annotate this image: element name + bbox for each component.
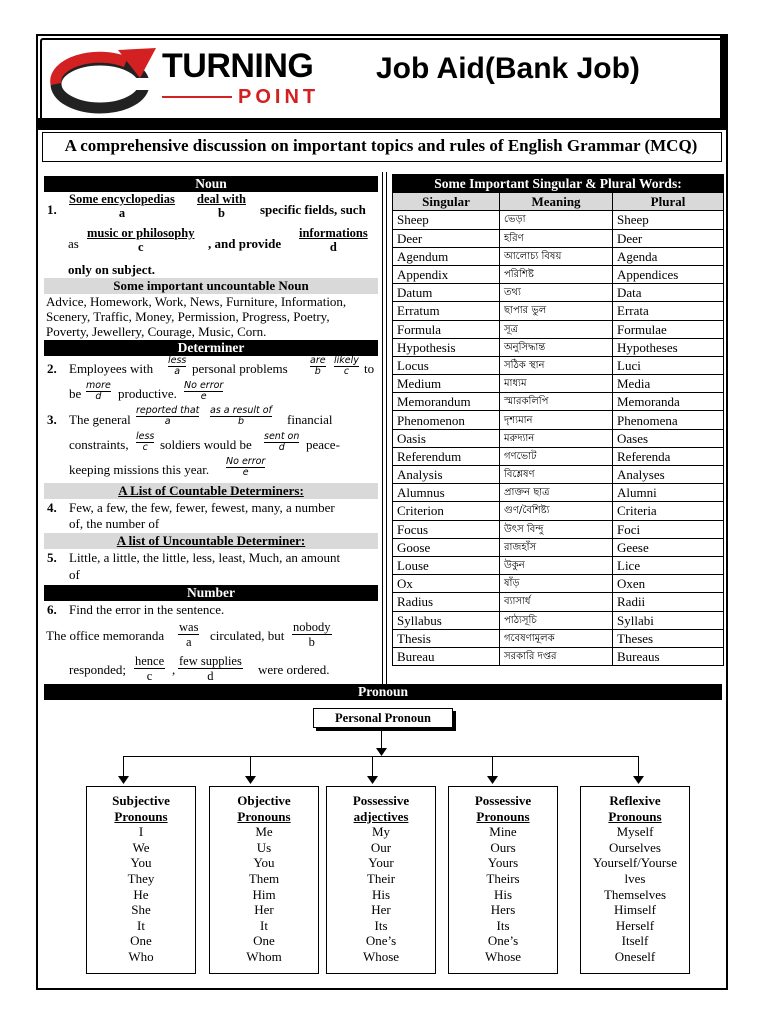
singular-cell: Memorandum — [393, 393, 500, 411]
singular-cell: Hypothesis — [393, 338, 500, 356]
q6-option-a: was a — [179, 620, 199, 649]
arrow-down-icon — [245, 776, 256, 784]
noun-heading: Noun — [44, 176, 378, 192]
plural-cell: Deer — [613, 229, 724, 247]
q6-option-d: few supplies d — [179, 654, 242, 683]
table-row — [393, 229, 724, 247]
table-row — [393, 375, 724, 393]
brand-turning: TURNING — [162, 47, 314, 85]
brand-line — [162, 96, 232, 98]
table-row — [393, 484, 724, 502]
pronoun-item: His — [371, 886, 391, 902]
pronoun-item: Her — [254, 902, 274, 918]
q6-text: responded; — [69, 662, 127, 677]
pronoun-box — [326, 786, 436, 974]
meaning-cell: তথ্য — [500, 284, 613, 302]
pronoun-item: Me — [255, 824, 273, 840]
q2-text: to — [364, 361, 375, 376]
singular-cell: Goose — [393, 538, 500, 556]
tree-connector — [492, 756, 493, 778]
singular-cell: Referendum — [393, 447, 500, 465]
column-header: Meaning — [500, 193, 613, 211]
plural-cell: Geese — [613, 538, 724, 556]
pronoun-box-title: Pronouns — [608, 808, 662, 824]
plural-cell: Errata — [613, 302, 724, 320]
q1-text: specific fields, such — [260, 202, 366, 217]
pronoun-item: Him — [252, 886, 276, 902]
column-divider — [382, 172, 383, 686]
plural-cell: Formulae — [613, 320, 724, 338]
plural-cell: Analyses — [613, 466, 724, 484]
singular-cell: Erratum — [393, 302, 500, 320]
uncountable-noun-heading: Some important uncountable Noun — [44, 278, 378, 294]
pronoun-item: Your — [368, 855, 394, 871]
q3-option-c: less c — [136, 431, 155, 453]
pronoun-item: Whom — [246, 948, 282, 964]
brand-point: POINT — [238, 86, 320, 108]
singular-cell: Ox — [393, 575, 500, 593]
singular-cell: Appendix — [393, 265, 500, 283]
column-divider — [386, 172, 387, 686]
uncountable-determiners-text: Little, a little, the little, less, least, Much, an amount — [69, 550, 341, 565]
singular-cell: Agendum — [393, 247, 500, 265]
meaning-cell: পরিশিষ্ট — [500, 265, 613, 283]
q1-option-d: informations d — [299, 226, 368, 254]
pronoun-item: Their — [366, 870, 396, 886]
q6-text: were ordered. — [258, 662, 330, 677]
q2-option-d: more d — [86, 380, 111, 402]
tree-connector — [372, 756, 373, 778]
q1-option-c: music or philosophy c — [87, 226, 195, 254]
table-row — [393, 393, 724, 411]
pronoun-box-title: Pronouns — [237, 808, 291, 824]
q1-text: , and provide — [208, 236, 282, 251]
singular-cell: Analysis — [393, 466, 500, 484]
q2-text: be — [69, 386, 82, 401]
meaning-cell: পাঠ্যসূচি — [500, 611, 613, 629]
meaning-cell: মাধ্যম — [500, 375, 613, 393]
table-row — [393, 538, 724, 556]
arrow-down-icon — [376, 748, 387, 756]
meaning-cell: ষাঁড় — [500, 575, 613, 593]
meaning-cell: হরিণ — [500, 229, 613, 247]
singular-cell: Radius — [393, 593, 500, 611]
pronoun-box-title: Objective — [237, 793, 291, 808]
singular-cell: Thesis — [393, 629, 500, 647]
table-row — [393, 575, 724, 593]
meaning-cell: সঠিক স্থান — [500, 356, 613, 374]
pronoun-item: Them — [248, 870, 280, 886]
tree-connector — [123, 756, 638, 757]
pronoun-item: Her — [371, 902, 391, 918]
meaning-cell: গবেষণামূলক — [500, 629, 613, 647]
pronoun-item: Oneself — [614, 948, 656, 964]
plural-cell: Foci — [613, 520, 724, 538]
plural-cell: Oases — [613, 429, 724, 447]
q2-option-c: likely c — [334, 355, 359, 377]
page-subtitle: A comprehensive discussion on important topics and rules of English Grammar (MCQ) — [64, 136, 698, 155]
singular-cell: Focus — [393, 520, 500, 538]
q2-option-a: less a — [168, 355, 187, 377]
table-row — [393, 302, 724, 320]
q6-text: , — [172, 662, 176, 677]
pronoun-item: Himself — [614, 902, 656, 918]
singular-cell: Sheep — [393, 211, 500, 229]
determiner-heading: Determiner — [44, 340, 378, 356]
table-row — [393, 284, 724, 302]
pronoun-item: It — [260, 917, 268, 933]
countable-determiners-text: of, the number of — [69, 516, 160, 531]
plural-cell: Lice — [613, 556, 724, 574]
personal-pronoun-root: Personal Pronoun — [313, 708, 453, 728]
meaning-cell: ব্যাসার্ধ — [500, 593, 613, 611]
question-number: 6. — [47, 602, 57, 617]
pronoun-item: He — [133, 886, 149, 902]
singular-cell: Louse — [393, 556, 500, 574]
singular-cell: Datum — [393, 284, 500, 302]
table-row — [393, 466, 724, 484]
table-row — [393, 593, 724, 611]
arrow-down-icon — [367, 776, 378, 784]
plural-cell: Data — [613, 284, 724, 302]
q3-text: soldiers would be — [160, 437, 252, 452]
pronoun-item: Our — [370, 839, 392, 855]
meaning-cell: রাজহাঁস — [500, 538, 613, 556]
table-row — [393, 265, 724, 283]
question-number: 2. — [47, 361, 57, 376]
q2-text: Employees with — [69, 361, 154, 376]
pronoun-box-title: Reflexive — [609, 793, 661, 808]
singular-cell: Bureau — [393, 647, 500, 665]
plural-cell: Syllabi — [613, 611, 724, 629]
table-row — [393, 502, 724, 520]
q6-option-c: hence c — [135, 654, 165, 683]
singular-cell: Oasis — [393, 429, 500, 447]
plural-cell: Radii — [613, 593, 724, 611]
meaning-cell: অনুসিদ্ধান্ত — [500, 338, 613, 356]
singular-cell: Syllabus — [393, 611, 500, 629]
plural-cell: Referenda — [613, 447, 724, 465]
q2-text: personal problems — [192, 361, 288, 376]
pronoun-item: One’s — [487, 933, 519, 949]
table-body — [393, 211, 724, 666]
q6-text: The office memoranda — [46, 628, 165, 643]
singular-cell: Medium — [393, 375, 500, 393]
pronoun-item: Its — [374, 917, 388, 933]
meaning-cell: দৃশ্যমান — [500, 411, 613, 429]
table-row — [393, 647, 724, 665]
q3-text: keeping missions this year. — [69, 462, 210, 477]
turning-point-logo-icon — [48, 44, 163, 116]
plural-cell: Media — [613, 375, 724, 393]
plural-cell: Sheep — [613, 211, 724, 229]
meaning-cell: সরকারি দপ্তর — [500, 647, 613, 665]
pronoun-box-title: Pronouns — [476, 808, 530, 824]
plural-cell: Phenomena — [613, 411, 724, 429]
table-row — [393, 356, 724, 374]
plural-cell: Agenda — [613, 247, 724, 265]
q6-text: circulated, but — [210, 628, 285, 643]
pronoun-item: She — [131, 902, 151, 918]
tree-connector — [638, 756, 639, 778]
pronoun-item: One — [253, 933, 275, 949]
meaning-cell: গণভোট — [500, 447, 613, 465]
pronoun-item: His — [493, 886, 513, 902]
plural-cell: Criteria — [613, 502, 724, 520]
pronoun-box-title: Pronouns — [114, 808, 168, 824]
pronoun-item: Theirs — [486, 870, 520, 886]
q3-text: The general — [69, 412, 131, 427]
pronoun-item: Yourself/Yourse — [592, 855, 678, 871]
uncountable-noun-line: Scenery, Traffic, Money, Permission, Progress, Poetry, — [46, 309, 330, 324]
meaning-cell: মরুদ্যান — [500, 429, 613, 447]
q1-text: as — [68, 236, 79, 251]
table-row — [393, 429, 724, 447]
table-row — [393, 320, 724, 338]
pronoun-item: Who — [128, 948, 154, 964]
table-row — [393, 411, 724, 429]
q2-option-e: No error e — [184, 380, 224, 402]
meaning-cell: প্রাক্তন ছাত্র — [500, 484, 613, 502]
singular-cell: Alumnus — [393, 484, 500, 502]
page-title: Job Aid(Bank Job) — [376, 52, 640, 85]
meaning-cell: উকুন — [500, 556, 613, 574]
pronoun-item: One — [130, 933, 152, 949]
pronoun-item: Myself — [616, 824, 654, 840]
plural-cell: Memoranda — [613, 393, 724, 411]
q3-text: constraints, — [69, 437, 129, 452]
table-row — [393, 247, 724, 265]
question-number: 4. — [47, 500, 57, 515]
singular-plural-table — [392, 174, 724, 666]
meaning-cell: ভেড়া — [500, 211, 613, 229]
arrow-down-icon — [118, 776, 129, 784]
pronoun-item: Themselves — [603, 886, 667, 902]
singular-cell: Locus — [393, 356, 500, 374]
countable-determiners-text: Few, a few, the few, fewer, fewest, many, a number — [69, 500, 335, 515]
pronoun-item: They — [127, 870, 155, 886]
question-number: 5. — [47, 550, 57, 565]
q3-option-d: sent on d — [264, 431, 300, 453]
q3-text: financial — [287, 412, 333, 427]
header-underbar — [36, 118, 726, 130]
q6-option-b: nobody b — [293, 620, 331, 649]
singular-cell: Deer — [393, 229, 500, 247]
q3-option-b: as a result of b — [210, 405, 272, 427]
table-caption: Some Important Singular & Plural Words: — [393, 175, 724, 193]
pronoun-item: I — [138, 824, 144, 840]
column-header: Plural — [613, 193, 724, 211]
q2-text: productive. — [118, 386, 177, 401]
number-heading: Number — [44, 585, 378, 601]
uncountable-noun-line: Poverty, Jewellery, Courage, Music, Corn. — [46, 324, 267, 339]
q6-text: Find the error in the sentence. — [69, 602, 225, 617]
table-row — [393, 556, 724, 574]
uncountable-noun-line: Advice, Homework, Work, News, Furniture, Information, — [46, 294, 347, 309]
pronoun-item: Us — [256, 839, 272, 855]
pronoun-item: Its — [496, 917, 510, 933]
pronoun-box — [86, 786, 196, 974]
question-number: 1. — [47, 202, 57, 217]
pronoun-item: We — [132, 839, 150, 855]
pronoun-item: lves — [624, 870, 646, 886]
plural-cell: Appendices — [613, 265, 724, 283]
pronoun-item: You — [253, 855, 275, 871]
pronoun-item: Hers — [490, 902, 516, 918]
column-header: Singular — [393, 193, 500, 211]
q1-option-a: Some encyclopedias a — [69, 192, 175, 220]
pronoun-box — [448, 786, 558, 974]
pronoun-box — [209, 786, 319, 974]
q3-option-a: reported that a — [136, 405, 200, 427]
plural-cell: Theses — [613, 629, 724, 647]
pronoun-item: Whose — [362, 948, 400, 964]
pronoun-heading: Pronoun — [44, 684, 722, 700]
countable-determiners-heading: A List of Countable Determiners: — [44, 483, 378, 499]
plural-cell: Alumni — [613, 484, 724, 502]
table-row — [393, 447, 724, 465]
uncountable-determiners-text: of — [69, 567, 80, 582]
tree-connector — [250, 756, 251, 778]
table-row — [393, 211, 724, 229]
plural-cell: Bureaus — [613, 647, 724, 665]
singular-cell: Criterion — [393, 502, 500, 520]
q2-option-b: are b — [310, 355, 326, 377]
tree-connector — [123, 756, 124, 778]
pronoun-item: You — [130, 855, 152, 871]
plural-cell: Oxen — [613, 575, 724, 593]
meaning-cell: সূত্র — [500, 320, 613, 338]
table-row — [393, 520, 724, 538]
arrow-down-icon — [487, 776, 498, 784]
pronoun-box-title: Subjective — [112, 793, 170, 808]
pronoun-item: One’s — [365, 933, 397, 949]
meaning-cell: বিশ্লেষণ — [500, 466, 613, 484]
pronoun-item: Ours — [490, 839, 516, 855]
meaning-cell: ছাপার ভুল — [500, 302, 613, 320]
table-row — [393, 611, 724, 629]
pronoun-box-title: Possessive — [352, 793, 410, 808]
pronoun-item: Itself — [621, 933, 649, 949]
q3-text: peace- — [306, 437, 340, 452]
singular-cell: Phenomenon — [393, 411, 500, 429]
plural-cell: Hypotheses — [613, 338, 724, 356]
pronoun-item: My — [371, 824, 391, 840]
pronoun-box-title: adjectives — [353, 808, 409, 824]
uncountable-determiners-heading: A list of Uncountable Determiner: — [44, 533, 378, 549]
pronoun-item: Mine — [489, 824, 517, 840]
pronoun-item: Yours — [487, 855, 519, 871]
meaning-cell: আলোচ্য বিষয় — [500, 247, 613, 265]
q1-text: only on subject. — [68, 262, 156, 277]
pronoun-item: It — [137, 917, 145, 933]
pronoun-item: Ourselves — [609, 839, 661, 855]
question-number: 3. — [47, 412, 57, 427]
singular-cell: Formula — [393, 320, 500, 338]
meaning-cell: স্মারকলিপি — [500, 393, 613, 411]
plural-cell: Luci — [613, 356, 724, 374]
pronoun-box-title: Possessive — [474, 793, 532, 808]
pronoun-box — [580, 786, 690, 974]
pronoun-item: Whose — [484, 948, 522, 964]
pronoun-item: Herself — [615, 917, 655, 933]
meaning-cell: গুণ/বৈশিষ্ট্য — [500, 502, 613, 520]
arrow-down-icon — [633, 776, 644, 784]
table-row — [393, 338, 724, 356]
q1-option-b: deal with b — [197, 192, 246, 220]
q3-option-e: No error e — [226, 456, 266, 478]
table-row — [393, 629, 724, 647]
header-shadow — [720, 34, 726, 128]
meaning-cell: উৎস বিন্দু — [500, 520, 613, 538]
